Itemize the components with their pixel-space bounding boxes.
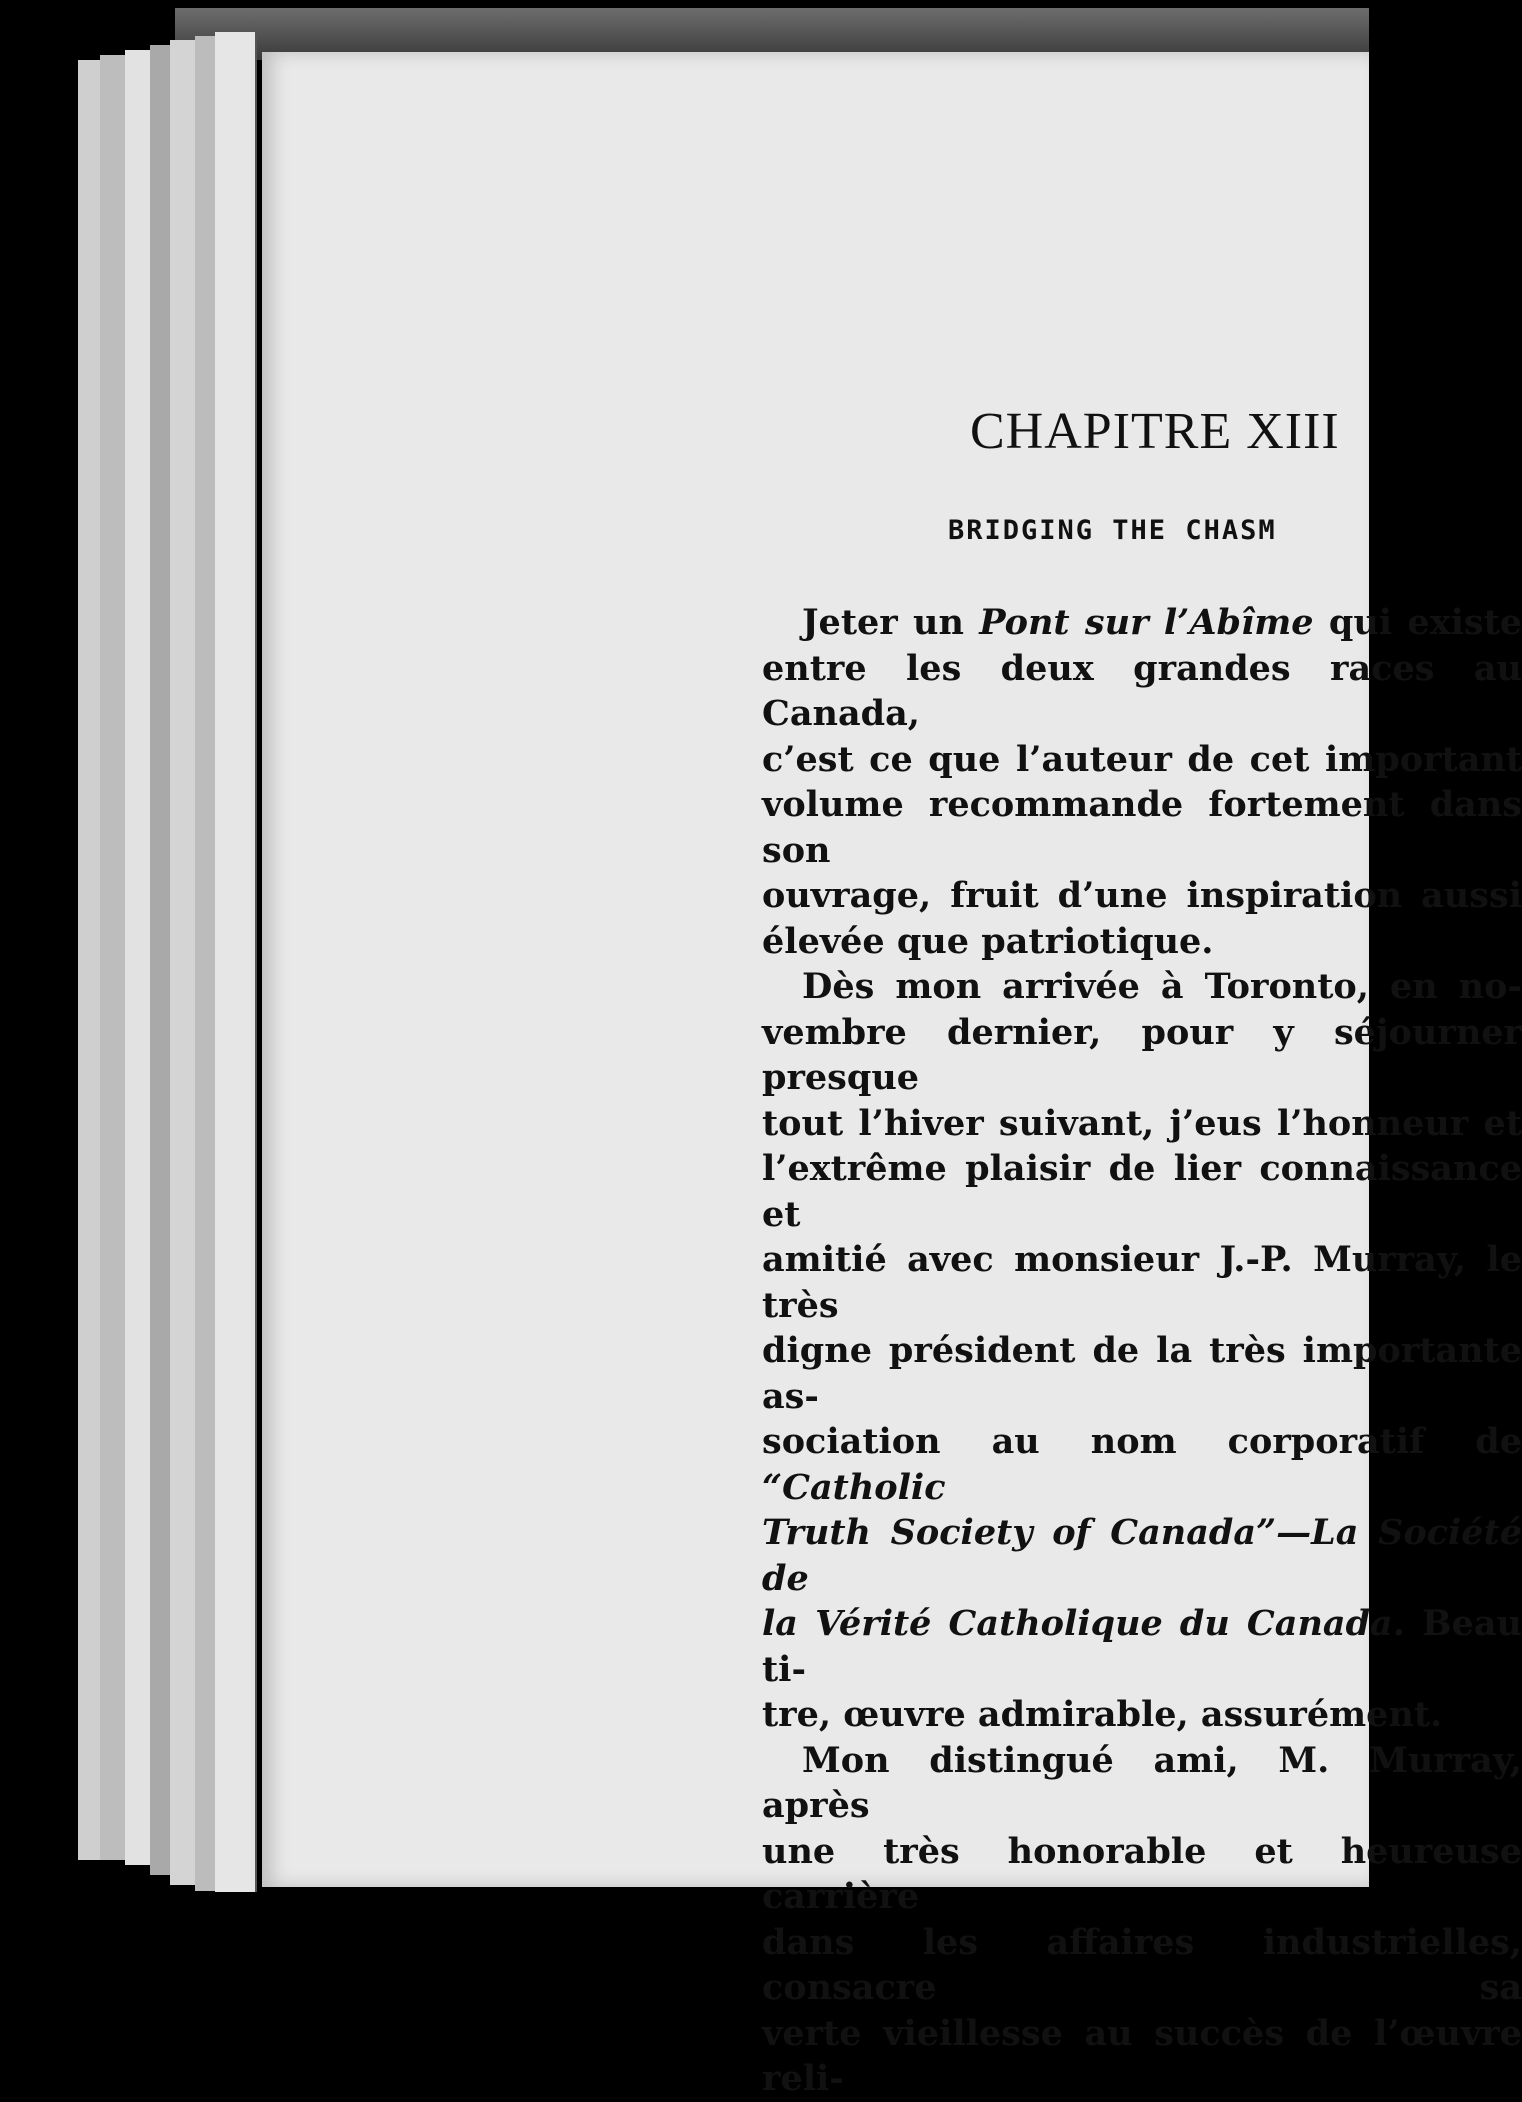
text-run: c’est ce que l’auteur de cet important	[762, 738, 1522, 780]
text-line	[762, 1146, 1522, 1237]
text-run: dans les affaires industrielles, consacre sa	[762, 1921, 1522, 2008]
text-line	[762, 1510, 1522, 1601]
italic-text: Pont sur l’Abîme	[979, 602, 1314, 643]
text-run: élevée que patriotique.	[762, 920, 1214, 962]
book-page	[262, 52, 1522, 2099]
text-line	[762, 964, 1522, 1010]
text-run: Beau ti-	[762, 1603, 1522, 1690]
paragraph	[762, 1738, 1522, 2102]
text-run: verte vieillesse au succès de l’œuvre reli-	[762, 2012, 1522, 2099]
text-run: l’extrême plaisir de lier connaissance et	[762, 1148, 1522, 1235]
text-run: Mon distingué ami, M. Murray, après	[762, 1739, 1522, 1826]
text-line	[762, 1920, 1522, 2011]
text-line	[762, 1738, 1522, 1829]
text-run: Jeter un	[802, 602, 980, 643]
text-line	[762, 1328, 1522, 1419]
text-line	[762, 1601, 1522, 1692]
text-line	[762, 1419, 1522, 1510]
text-run: volume recommande fortement dans son	[762, 784, 1522, 871]
text-run: sociation au nom corporatif de	[762, 1421, 1522, 1462]
italic-text: “Catholic	[762, 1466, 946, 1508]
text-run: Dès mon arrivée à Toronto, en no-	[802, 966, 1522, 1007]
text-run: entre les deux grandes races au Canada,	[762, 647, 1522, 734]
text-line	[762, 782, 1522, 873]
text-line	[762, 1237, 1522, 1328]
text-line	[762, 1010, 1522, 1101]
paragraph	[762, 964, 1522, 1738]
text-line	[762, 873, 1522, 919]
text-run: digne président de la très importante as-	[762, 1330, 1522, 1417]
text-line	[762, 1692, 1522, 1738]
italic-text: la Vérité Catholique du Canada.	[762, 1603, 1405, 1644]
text-line	[762, 737, 1522, 783]
paragraph	[762, 600, 1522, 964]
text-run: amitié avec monsieur J.-P. Murray, le très	[762, 1239, 1522, 1326]
text-line	[762, 646, 1522, 737]
text-run: ouvrage, fruit d’une inspiration aussi	[762, 875, 1522, 916]
stacked-page-edge	[215, 32, 257, 1892]
text-run: qui existe	[1313, 602, 1522, 643]
text-line	[762, 919, 1522, 965]
italic-text: Truth Society of Canada”—La Société de	[762, 1512, 1522, 1599]
text-line	[762, 600, 1522, 646]
chapter-subtitle: BRIDGING THE CHASM	[948, 515, 1277, 546]
text-line	[762, 1829, 1522, 1920]
text-run: tre, œuvre admirable, assurément.	[762, 1694, 1443, 1735]
text-run: une très honorable et heureuse carrière	[762, 1830, 1522, 1917]
chapter-body	[762, 600, 1522, 2102]
text-line	[762, 1101, 1522, 1147]
text-run: tout l’hiver suivant, j’eus l’honneur et	[762, 1102, 1522, 1144]
chapter-title: CHAPITRE XIII	[970, 403, 1340, 460]
text-line	[762, 2011, 1522, 2102]
text-run: vembre dernier, pour y séjourner presque	[762, 1011, 1522, 1098]
